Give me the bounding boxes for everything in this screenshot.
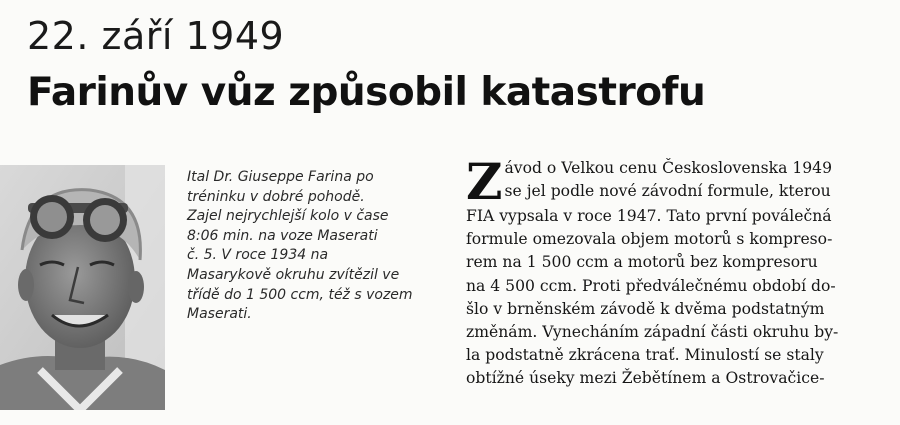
- body-line: obtížné úseky mezi Žebětínem a Ostrovačice-: [466, 369, 825, 388]
- body-line: se jel podle nové závodní formule, kterou: [504, 182, 831, 201]
- body-line: formule omezovala objem motorů s kompreso-: [466, 230, 833, 249]
- body-line: změnám. Vynecháním západní části okruhu by-: [466, 323, 839, 342]
- article-headline: Farinův vůz způsobil katastrofu: [27, 70, 706, 115]
- caption-line: 8:06 min. na voze Maserati: [187, 227, 378, 244]
- caption-line: Maserati.: [187, 306, 252, 323]
- opening-lines: [505, 157, 833, 203]
- body-line: šlo v brněnském závodě k dvěma podstatným: [466, 299, 825, 318]
- caption-line: tréninku v dobré pohodě.: [187, 188, 365, 205]
- drop-cap: Z: [466, 152, 503, 211]
- article-opening: [466, 152, 896, 211]
- body-line: ávod o Velkou cenu Československa 1949: [504, 159, 833, 177]
- article-body: [466, 152, 896, 391]
- body-line: la podstatně zkrácena trať. Minulostí se staly: [466, 346, 824, 365]
- portrait-illustration: [0, 165, 165, 410]
- portrait-photo: [0, 165, 165, 410]
- caption-line: č. 5. V roce 1934 na: [187, 247, 329, 264]
- photo-caption: [187, 168, 437, 325]
- caption-line: Masarykově okruhu zvítězil ve: [187, 266, 400, 283]
- body-line: rem na 1 500 ccm a motorů bez kompresoru: [466, 253, 818, 272]
- article-date: 22. září 1949: [27, 14, 285, 58]
- body-line: FIA vypsala v roce 1947. Tato první poválečná: [466, 207, 832, 225]
- caption-line: Ital Dr. Giuseppe Farina po: [187, 169, 374, 185]
- caption-line: třídě do 1 500 ccm, též s vozem: [187, 286, 413, 303]
- caption-line: Zajel nejrychlejší kolo v čase: [187, 208, 389, 225]
- body-line: na 4 500 ccm. Proti předválečnému období do-: [466, 276, 836, 295]
